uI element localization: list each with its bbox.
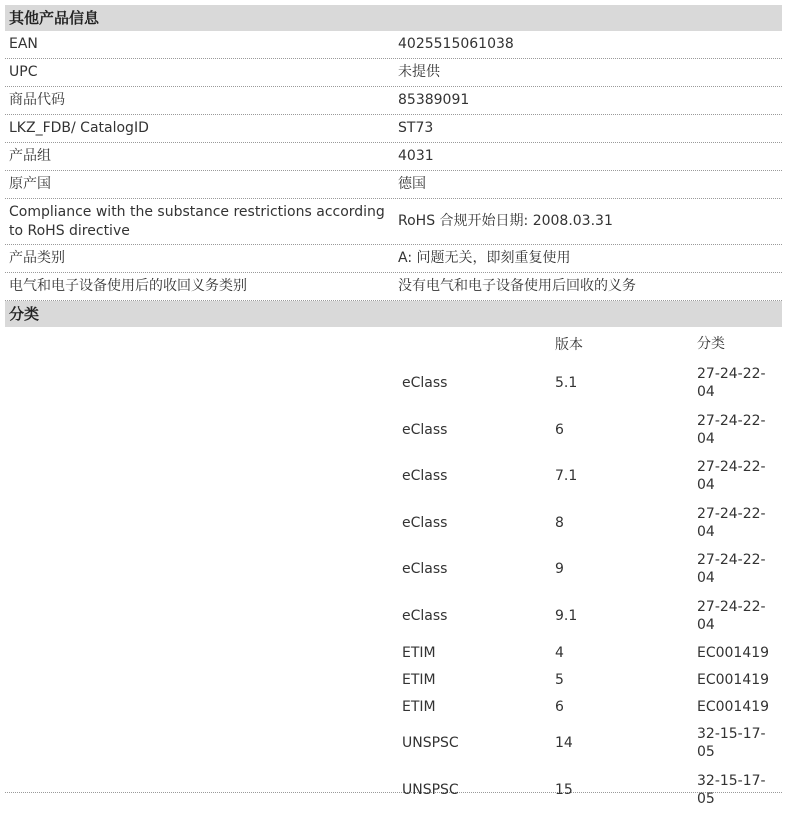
cell-version: 14 — [555, 735, 573, 752]
info-row-upc — [5, 59, 782, 87]
classification-header: 分类 — [5, 301, 782, 327]
table-row — [401, 693, 782, 720]
info-value: ST73 — [398, 120, 434, 136]
info-key: 产品类别 — [9, 250, 65, 266]
table-row — [401, 546, 782, 593]
cell-system: UNSPSC — [402, 781, 459, 798]
info-value: 4025515061038 — [398, 36, 514, 52]
cell-system: eClass — [402, 607, 448, 624]
table-row — [401, 500, 782, 547]
product-info-panel — [5, 5, 782, 807]
cell-system: eClass — [402, 514, 448, 531]
header-version: 版本 — [555, 336, 583, 353]
other-info-header: 其他产品信息 — [5, 5, 782, 31]
cell-version: 5.1 — [555, 375, 578, 392]
cell-system: ETIM — [402, 671, 436, 688]
cell-system: UNSPSC — [402, 735, 459, 752]
cell-system: eClass — [402, 421, 448, 438]
info-row-product-group — [5, 143, 782, 171]
info-key: EAN — [9, 36, 38, 52]
header-class: 分类 — [697, 335, 725, 352]
info-key: LKZ_FDB/ CatalogID — [9, 120, 149, 136]
info-value: 未提供 — [398, 64, 440, 80]
cell-class: EC001419 — [697, 671, 770, 688]
info-row-ean — [5, 31, 782, 59]
cell-system: eClass — [402, 375, 448, 392]
cell-system: ETIM — [402, 698, 436, 715]
table-row — [401, 453, 782, 500]
cell-version: 7.1 — [555, 468, 578, 485]
info-key: 电气和电子设备使用后的收回义务类别 — [9, 278, 247, 294]
classification-section — [5, 327, 782, 807]
cell-system: eClass — [402, 561, 448, 578]
info-value: 没有电气和电子设备使用后回收的义务 — [398, 278, 636, 294]
cell-class: 27-24-22-04 — [697, 459, 766, 494]
cell-version: 15 — [555, 781, 573, 798]
cell-class: EC001419 — [697, 644, 770, 661]
info-value: 4031 — [398, 148, 434, 164]
info-row-product-category — [5, 245, 782, 273]
classification-table — [401, 327, 782, 813]
cell-version: 9 — [555, 561, 564, 578]
cell-system: eClass — [402, 468, 448, 485]
info-row-commodity-code — [5, 87, 782, 115]
cell-class: 27-24-22-04 — [697, 598, 766, 633]
info-key: 商品代码 — [9, 92, 65, 108]
info-row-rohs — [5, 199, 782, 245]
info-key: 产品组 — [9, 148, 51, 164]
info-value: RoHS 合规开始日期: 2008.03.31 — [398, 213, 613, 229]
table-row — [401, 666, 782, 693]
info-key: 原产国 — [9, 176, 51, 192]
info-value: A: 问题无关，即刻重复使用 — [398, 250, 571, 266]
info-row-catalog-id — [5, 115, 782, 143]
cell-class: 27-24-22-04 — [697, 552, 766, 587]
info-value: 85389091 — [398, 92, 470, 108]
info-value: 德国 — [398, 176, 426, 192]
cell-version: 6 — [555, 421, 564, 438]
table-row — [401, 360, 782, 407]
cell-class: EC001419 — [697, 698, 770, 715]
info-row-country-of-origin — [5, 171, 782, 199]
cell-version: 5 — [555, 671, 564, 688]
info-table — [5, 31, 782, 301]
info-key: UPC — [9, 64, 38, 80]
classification-table-header — [401, 327, 782, 360]
table-row — [401, 639, 782, 666]
cell-class: 32-15-17-05 — [697, 772, 766, 807]
cell-class: 27-24-22-04 — [697, 412, 766, 447]
cell-class: 27-24-22-04 — [697, 366, 766, 401]
info-key: Compliance with the substance restrictions according to RoHS directive — [9, 203, 385, 239]
cell-version: 6 — [555, 698, 564, 715]
cell-class: 27-24-22-04 — [697, 505, 766, 540]
cell-version: 9.1 — [555, 607, 578, 624]
info-row-weee-category — [5, 273, 782, 301]
cell-system: ETIM — [402, 644, 436, 661]
table-row — [401, 767, 782, 814]
table-row — [401, 593, 782, 640]
cell-class: 32-15-17-05 — [697, 726, 766, 761]
table-row — [401, 720, 782, 767]
cell-version: 8 — [555, 514, 564, 531]
table-row — [401, 407, 782, 454]
cell-version: 4 — [555, 644, 564, 661]
